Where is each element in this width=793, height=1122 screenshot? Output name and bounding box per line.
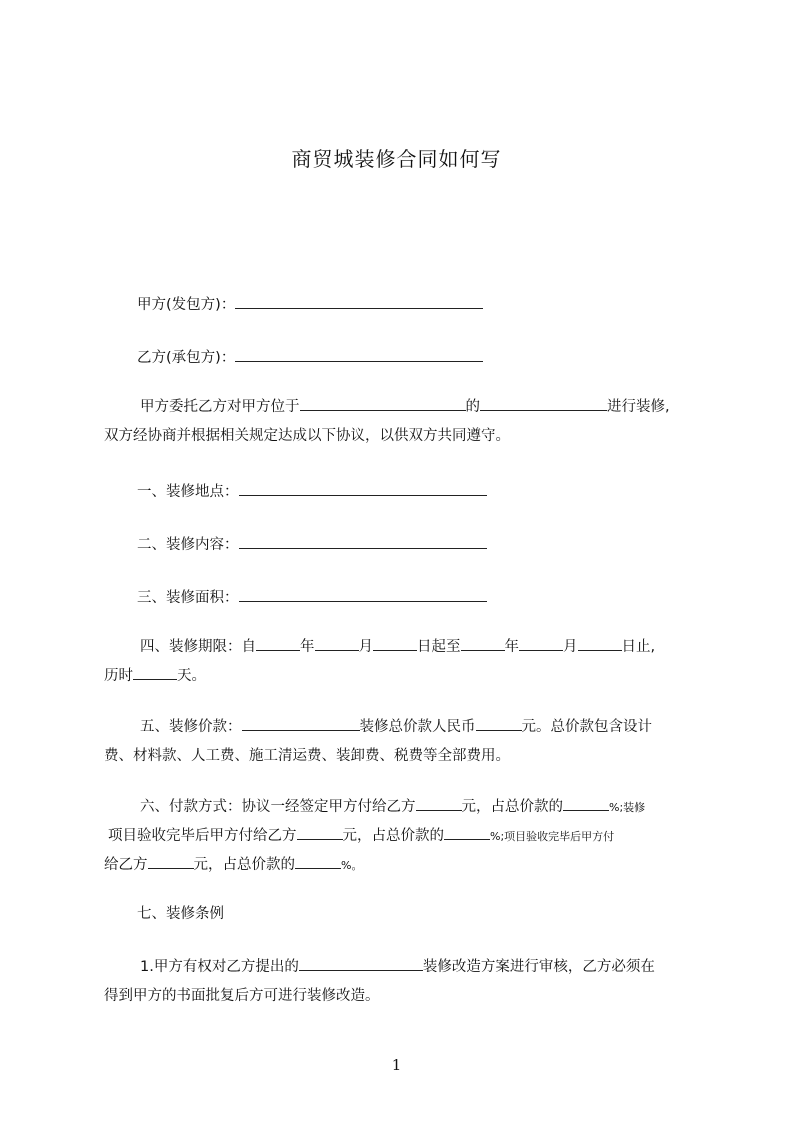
section-3 <box>104 585 704 608</box>
page-title: 商贸城装修合同如何写 <box>291 147 502 171</box>
party-a-line <box>104 292 704 315</box>
section-5-text-d: 费、材料款、人工费、施工清运费、装卸费、税费等全部费用。 <box>104 748 510 764</box>
end-month-blank[interactable] <box>519 634 563 651</box>
section-2 <box>104 532 704 555</box>
start-month-blank[interactable] <box>315 634 359 651</box>
end-day-blank[interactable] <box>578 634 622 651</box>
item-1-text-c: 得到甲方的书面批复后方可进行装修改造。 <box>104 988 380 1004</box>
section-6-text-h: 元，占总价款的 <box>193 857 295 873</box>
intro-text-b: 的 <box>465 399 480 415</box>
start-year-blank[interactable] <box>256 634 300 651</box>
section-5 <box>104 713 704 771</box>
intro-text-c: 进行装修, <box>607 399 670 415</box>
section-5-text-b: 装修总价款人民币 <box>359 719 476 735</box>
section-6-text-g: 给乙方 <box>104 857 148 873</box>
item-1-plan-blank[interactable] <box>299 954 423 971</box>
section-6 <box>104 793 704 880</box>
section-6-text-i: %。 <box>341 859 363 872</box>
section-6-text-e: 元，占总价款的 <box>342 828 444 844</box>
section-6-text-f: %;项目验收完毕后甲方付 <box>490 830 615 843</box>
party-a-blank[interactable] <box>235 292 483 309</box>
intro-paragraph <box>104 393 704 451</box>
intro-text-a: 甲方委托乙方对甲方位于 <box>140 399 300 415</box>
section-4-text-i: 天。 <box>177 668 206 684</box>
section-3-label: 三、装修面积： <box>137 590 239 606</box>
item-1-text-a: 1.甲方有权对乙方提出的 <box>140 959 299 975</box>
section-6-text-a: 六、付款方式：协议一经签定甲方付给乙方 <box>140 799 416 815</box>
party-b-blank[interactable] <box>235 345 483 362</box>
payment-1-amount-blank[interactable] <box>416 794 462 811</box>
intro-location-blank[interactable] <box>300 394 466 411</box>
start-day-blank[interactable] <box>373 634 417 651</box>
item-1 <box>104 953 704 1011</box>
section-4-text-c: 月 <box>358 639 373 655</box>
end-year-blank[interactable] <box>461 634 505 651</box>
section-1-blank[interactable] <box>239 479 487 496</box>
section-4-text-a: 四、装修期限：自 <box>140 639 256 655</box>
section-6-text-c: %;装修 <box>609 801 646 814</box>
section-4-text-h: 历时 <box>104 668 133 684</box>
section-4-text-e: 年 <box>504 639 519 655</box>
section-4-text-g: 日止, <box>621 639 656 655</box>
party-b-line <box>104 345 704 368</box>
section-6-text-b: 元，占总价款的 <box>461 799 563 815</box>
section-2-blank[interactable] <box>239 532 487 549</box>
party-b-label: 乙方(承包方)： <box>137 350 236 366</box>
section-1 <box>104 479 704 502</box>
payment-1-percent-blank[interactable] <box>563 794 609 811</box>
page-number: 1 <box>391 1056 402 1074</box>
section-1-label: 一、装修地点： <box>137 484 239 500</box>
section-6-text-d: 项目验收完毕后甲方付给乙方 <box>108 828 297 844</box>
intro-premises-blank[interactable] <box>480 394 607 411</box>
section-5-text-a: 五、装修价款： <box>140 719 242 735</box>
section-3-blank[interactable] <box>239 585 487 602</box>
section-7-label: 七、装修条例 <box>137 906 224 922</box>
section-5-text-c: 元。总价款包含设计 <box>521 719 652 735</box>
section-7 <box>104 904 704 924</box>
item-1-text-b: 装修改造方案进行审核，乙方必须在 <box>422 959 655 975</box>
intro-text-d: 双方经协商并根据相关规定达成以下协议，以供双方共同遵守。 <box>104 428 510 444</box>
payment-2-percent-blank[interactable] <box>444 823 490 840</box>
section-4-text-d: 日起至 <box>417 639 461 655</box>
duration-days-blank[interactable] <box>133 663 177 680</box>
section-2-label: 二、装修内容： <box>137 537 239 553</box>
party-a-label: 甲方(发包方)： <box>137 297 236 313</box>
section-4 <box>104 633 704 691</box>
price-rmb-blank[interactable] <box>476 714 522 731</box>
price-blank[interactable] <box>242 714 360 731</box>
payment-2-amount-blank[interactable] <box>297 823 343 840</box>
payment-3-percent-blank[interactable] <box>295 852 341 869</box>
payment-3-amount-blank[interactable] <box>148 852 194 869</box>
section-4-text-b: 年 <box>300 639 315 655</box>
section-4-text-f: 月 <box>563 639 578 655</box>
